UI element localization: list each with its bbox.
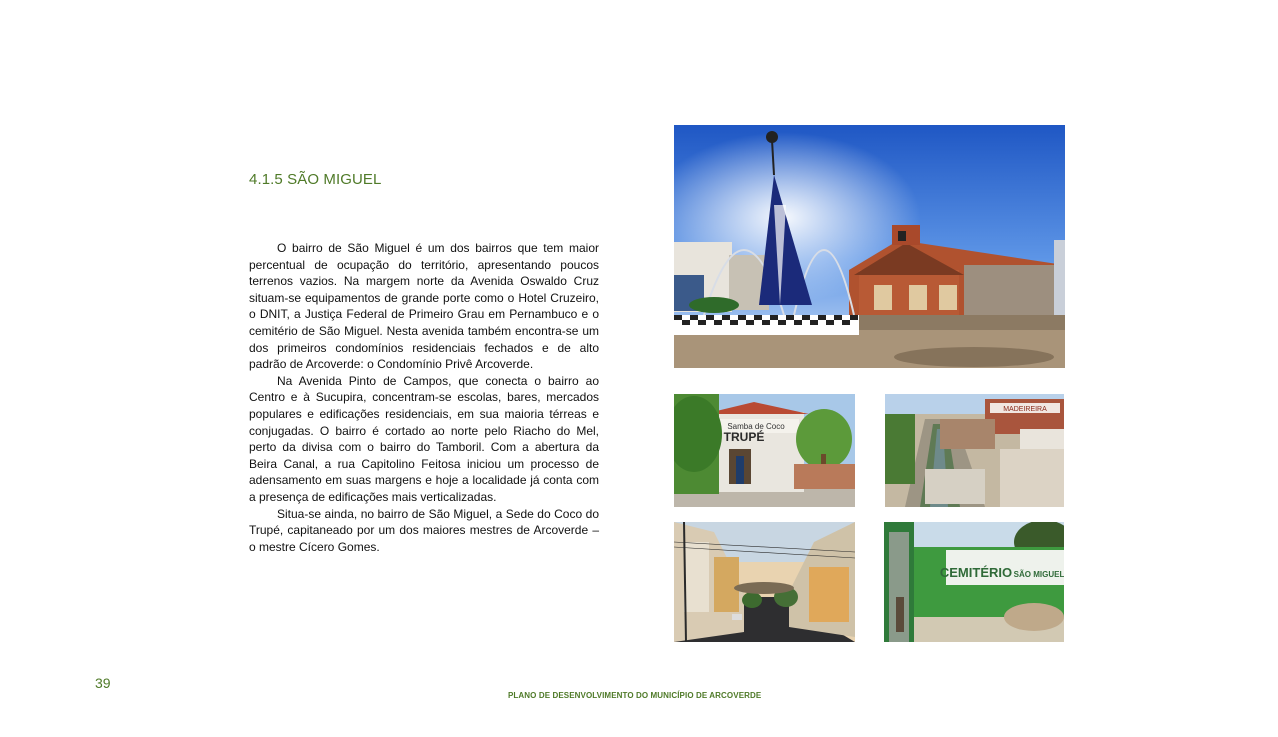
photo-monument-church [674,125,1065,368]
paragraph: O bairro de São Miguel é um dos bairros que tem maior percentual de ocupação do território, apresentando poucos terrenos vazios. Na margem norte da Avenida Oswaldo Cruz situam-se equipamentos de grande porte como o Hotel Cruzeiro, o DNIT, a Justiça Federal de Primeiro Grau em Pernambuco e o cemitério de São Miguel. Nesta avenida também encontra-se um dos primeiros condomínios residenciais fechados e de alto padrão de Arcoverde: o Condomínio Privê Arcoverde. [249,241,599,372]
cemetery-sign-text: CEMITÉRIO [939,565,1013,580]
photo-samba-de-coco-house [674,394,855,507]
photo-beira-canal [885,394,1064,507]
footer-text: PLANO DE DESENVOLVIMENTO DO MUNICÍPIO DE ARCOVERDE [508,691,762,700]
cemetery-sign-subtext: SÃO MIGUEL [1013,570,1064,579]
section-title: 4.1.5 SÃO MIGUEL [249,171,382,188]
page-number: 39 [95,675,111,691]
samba-sign-text: Samba de Coco [727,422,785,431]
canal-sign-text: MADEIREIRA [1003,406,1047,413]
paragraph: Situa-se ainda, no bairro de São Miguel, a Sede do Coco do Trupé, capitaneado por um dos maiores mestres de Arcoverde – o mestre Cícero Gomes. [249,506,599,554]
photo-street-view [674,522,855,642]
trupe-sign-text: TRUPÉ [723,430,765,444]
photo-cemetery [884,522,1064,642]
paragraph: Na Avenida Pinto de Campos, que conecta o bairro ao Centro e à Sucupira, concentram-se escolas, bares, mercados populares e edificações residenciais, em sua maioria térreas e conjugadas. O bairro é cortado ao norte pelo Riacho do Mel, perto da divisa com o bairro do Tamboril. Com a abertura da Beira Canal, a rua Capitolino Feitosa iniciou um processo de adensamento em suas margens e hoje a localidade já conta com a presença de edificações mais verticalizadas. [249,373,599,504]
section-body [249,240,599,555]
